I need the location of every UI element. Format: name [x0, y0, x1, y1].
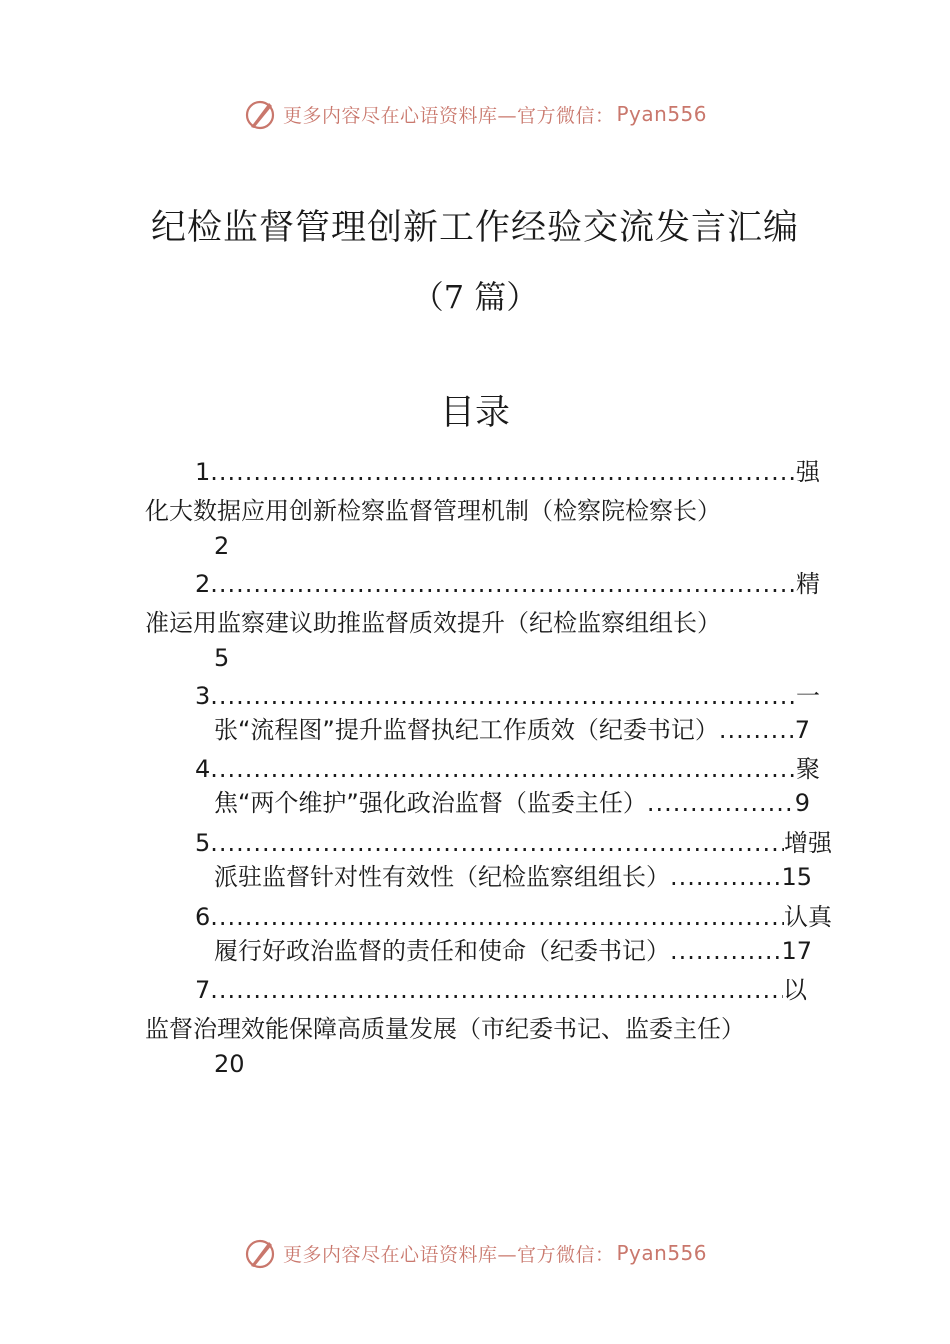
toc-item-7-page: 20	[214, 1050, 245, 1078]
watermark-text: 更多内容尽在心语资料库—官方微信：	[282, 104, 615, 127]
toc-item-6-lead[interactable]	[195, 900, 832, 934]
toc-item-page: 15	[781, 863, 812, 891]
toc-item-number: 3	[195, 682, 211, 710]
toc-item-number: 6	[195, 903, 211, 931]
toc-leader-dots	[210, 826, 784, 860]
toc-item-7-title[interactable]: 监督治理效能保障高质量发展（市纪委书记、监委主任）	[145, 1015, 745, 1043]
watermark-wechat-id: Pyan556	[616, 102, 708, 126]
toc-leader-dots	[210, 679, 796, 713]
toc-item-3-lead[interactable]	[195, 679, 820, 713]
toc-item-title: 履行好政治监督的责任和使命（纪委书记）	[214, 937, 670, 965]
toc-item-3-title-row[interactable]	[214, 713, 810, 747]
toc-leader-dots	[210, 900, 784, 934]
document-title: 纪检监督管理创新工作经验交流发言汇编	[150, 208, 799, 248]
toc-item-number: 2	[195, 570, 211, 598]
toc-item-1-title[interactable]: 化大数据应用创新检察监督管理机制（检察院检察长）	[145, 497, 721, 525]
toc-leader-dots	[670, 860, 781, 894]
toc-item-4-title-row[interactable]	[214, 786, 810, 820]
toc-leader-dots	[647, 786, 795, 820]
toc-item-title-head: 以	[783, 976, 807, 1004]
toc-item-6-title-row[interactable]	[214, 934, 812, 968]
toc-item-2-page: 5	[214, 644, 230, 672]
toc-heading: 目录	[439, 393, 510, 433]
toc-item-title: 派驻监督针对性有效性（纪检监察组组长）	[214, 863, 670, 891]
toc-item-1-lead[interactable]	[195, 455, 820, 489]
toc-item-2-lead[interactable]	[195, 567, 820, 601]
toc-item-title-head: 强	[796, 458, 820, 486]
toc-item-number: 4	[195, 755, 211, 783]
toc-leader-dots	[210, 567, 796, 601]
toc-item-title-head: 聚	[796, 755, 820, 783]
watermark-wechat-id: Pyan556	[616, 1241, 708, 1265]
toc-item-number: 1	[195, 458, 211, 486]
toc-item-page: 9	[794, 789, 810, 817]
toc-item-title-head: 一	[796, 682, 820, 710]
watermark-header	[0, 94, 950, 134]
toc-item-title-head: 精	[796, 570, 820, 598]
quill-logo-icon	[243, 97, 277, 131]
toc-item-title-head: 增强	[784, 829, 832, 857]
toc-item-2-title[interactable]: 准运用监察建议助推监督质效提升（纪检监察组组长）	[145, 609, 721, 637]
toc-item-title: 张“流程图”提升监督执纪工作质效（纪委书记）	[214, 716, 719, 744]
toc-item-page: 17	[781, 937, 812, 965]
toc-leader-dots	[210, 973, 783, 1007]
toc-item-page: 7	[794, 716, 810, 744]
toc-item-number: 7	[195, 976, 211, 1004]
toc-leader-dots	[210, 752, 796, 786]
toc-item-title: 焦“两个维护”强化政治监督（监委主任）	[214, 789, 647, 817]
toc-item-7-lead[interactable]	[195, 973, 807, 1007]
toc-item-5-lead[interactable]	[195, 826, 832, 860]
document-subtitle: （7 篇）	[411, 278, 539, 316]
quill-logo-icon	[243, 1236, 277, 1270]
toc-item-1-page: 2	[214, 532, 230, 560]
toc-item-title-head: 认真	[784, 903, 832, 931]
toc-leader-dots	[210, 455, 796, 489]
toc-item-4-lead[interactable]	[195, 752, 820, 786]
watermark-footer	[0, 1233, 950, 1273]
toc-leader-dots	[719, 713, 795, 747]
toc-item-5-title-row[interactable]	[214, 860, 812, 894]
watermark-text: 更多内容尽在心语资料库—官方微信：	[282, 1243, 615, 1266]
toc-item-number: 5	[195, 829, 211, 857]
toc-leader-dots	[670, 934, 781, 968]
